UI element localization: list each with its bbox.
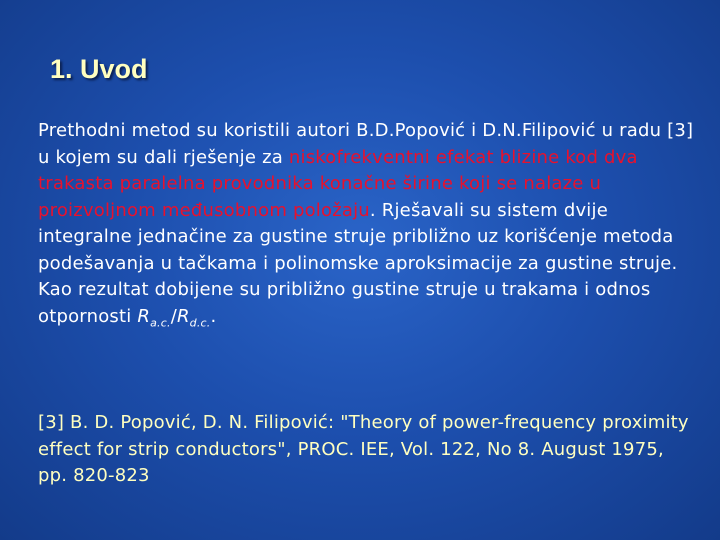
- ratio-slash: /: [170, 305, 177, 327]
- slide-title: 1. Uvod: [50, 54, 148, 84]
- paragraph-text-body: . Rješavali su sistem dvije integralne jednačine za gustine struje približno uz korišćenje metoda podešavanja u tačkama i polinomske aproksimacije za gustine struje. Kao rezultat dobijene su približno gustine struje u trakama i odnos otpornosti: [38, 199, 678, 327]
- resistance-symbol-ac: R: [137, 305, 151, 327]
- reference-citation: [3] B. D. Popović, D. N. Filipović: "Theory of power-frequency proximity effect for strip conductors", PROC. IEE, Vol. 122, No 8. August 1975, pp. 820-823: [38, 412, 689, 486]
- main-paragraph: [38, 118, 698, 337]
- highlighted-text: niskofrekventni efekat blizine kod dva trakasta paralelna provodnika konačne širine koji se nalaze u proizvoljnom međusobnom položaju: [38, 146, 638, 221]
- paragraph-text-intro: Prethodni metod su koristili autori B.D.Popović i D.N.Filipović u radu [3] u kojem su dali rješenje za: [38, 120, 694, 168]
- paragraph-end: .: [210, 305, 217, 327]
- subscript-dc: d.c.: [189, 316, 211, 330]
- resistance-symbol-dc: R: [176, 305, 190, 327]
- subscript-ac: a.c.: [150, 316, 171, 330]
